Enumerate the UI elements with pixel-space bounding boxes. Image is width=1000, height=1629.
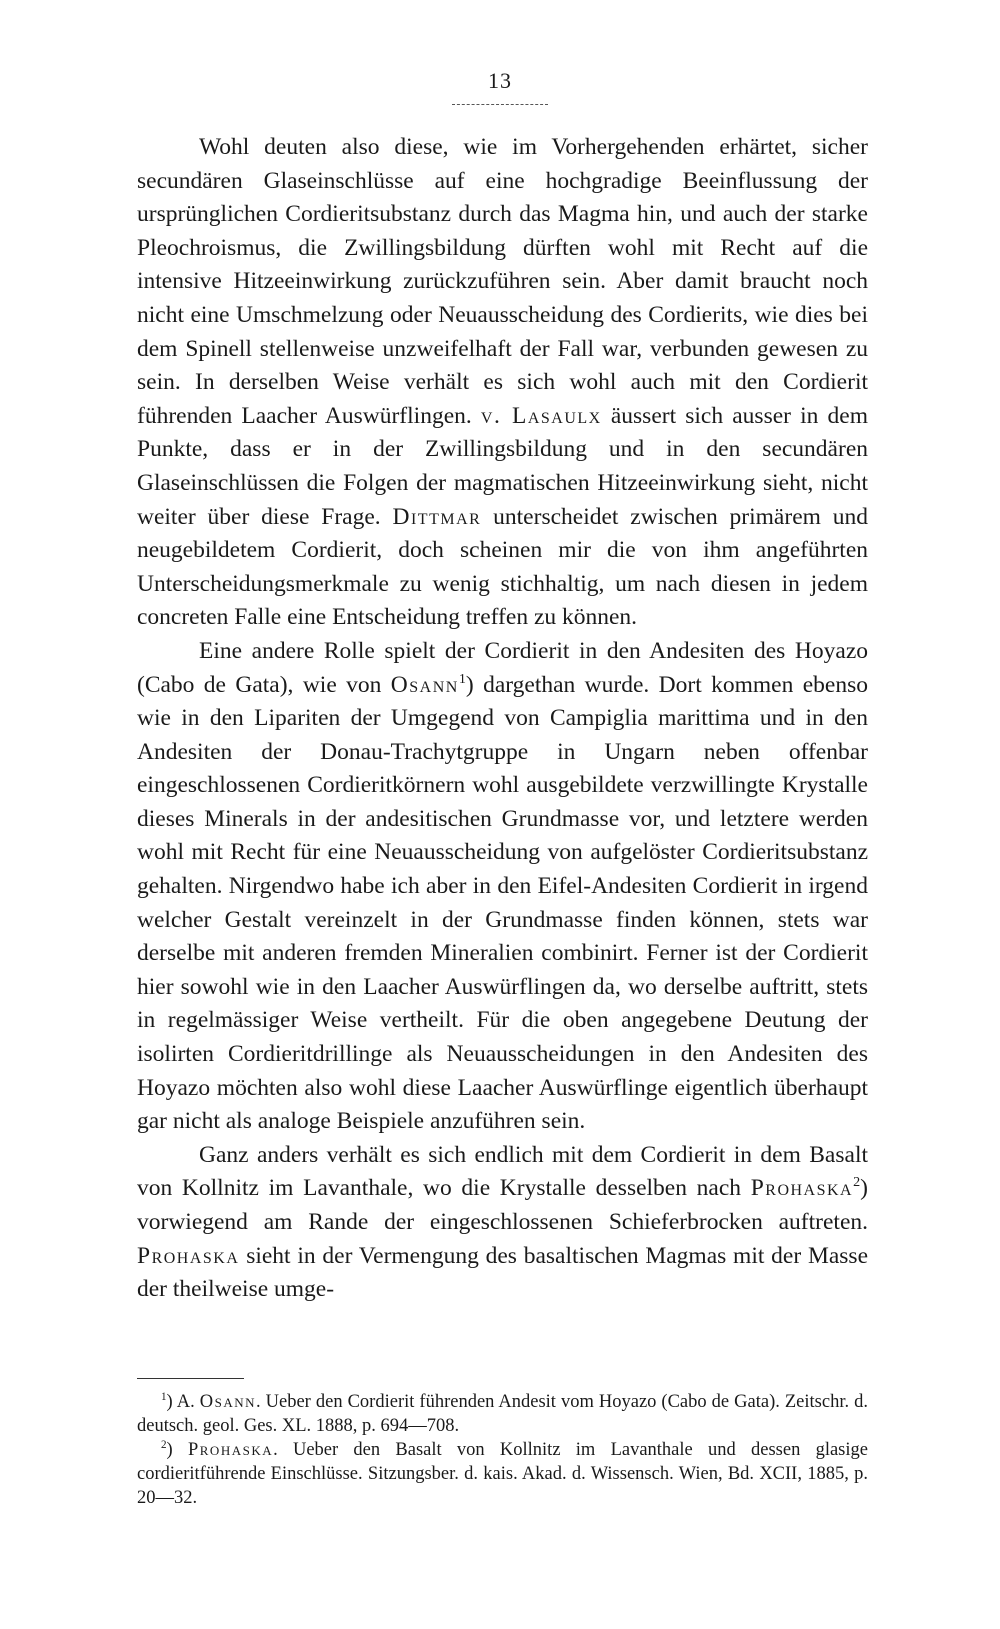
header-rule — [452, 104, 548, 105]
author-name: Osann — [390, 671, 459, 698]
body-text — [137, 131, 868, 1307]
author-name: Prohaska — [137, 1242, 240, 1269]
footnote-reference: 2 — [853, 1174, 861, 1191]
footnote-reference: 1 — [458, 670, 466, 687]
footnote-1: $^1$) A. Osann. Ueber den Cordierit führenden Andesit vom Hoyazo (Cabo de Gata). Zeitschr. d. deutsch. geol. Ges. XL. 1888, p. 694—708. — [137, 1390, 868, 1436]
footnote-2: $^2$) Prohaska. Ueber den Basalt von Kollnitz im Lavanthale und dessen glasige cordieritführende Einschlüsse. Sitzungsber. d. kais. Akad. d. Wissensch. Wien, Bd. XCII, 1885, p. 20—32. — [137, 1438, 868, 1508]
author-name: v. Lasaulx — [480, 402, 602, 429]
paragraph-2: Eine andere Rolle spielt der Cordierit in den Andesiten des Hoyazo (Cabo de Gata), wie von Osann$^1$) dargethan wurde. Dort kommen ebenso wie in den Lipariten der Umgegend von Campiglia marittima und in den Andesiten der Donau-Trachytgruppe in Ungarn neben offenbar eingeschlossenen Cordieritkörnern wohl ausgebildete verzwillingte Krystalle dieses Minerals in der andesitischen Grundmasse vor, und letztere werden wohl mit Recht für eine Neuausscheidung von aufgelöster Cordieritsubstanz gehalten. Nirgendwo habe ich aber in den Eifel-Andesiten Cordierit in irgend welcher Gestalt vereinzelt in der Grundmasse finden können, stets war derselbe mit anderen fremden Mineralien combinirt. Ferner ist der Cordierit hier sowohl wie in den Laacher Auswürflingen da, wo derselbe auftritt, stets in regelmässiger Weise vertheilt. Für die oben angegebene Deutung der isolirten Cordieritdrillinge als Neuausscheidungen in den Andesiten des Hoyazo möchten also wohl diese Laacher Auswürflinge eigentlich überhaupt gar nicht als analoge Beispiele anzuführen sein. — [137, 637, 868, 1135]
footnote-rule — [137, 1378, 244, 1379]
footnotes — [137, 1390, 868, 1510]
paragraph-1: Wohl deuten also diese, wie im Vorhergehenden erhärtet, sicher secundären Glaseinschlüsse auf eine hochgradige Beeinflussung der ursprünglichen Cordieritsubstanz durch das Magma hin, und auch der starke Pleochroismus, die Zwillingsbildung dürften wohl mit Recht auf die intensive Hitzeeinwirkung zurückzuführen sein. Aber damit braucht noch nicht eine Umschmelzung oder Neuausscheidung des Cordierits, wie dies bei dem Spinell stellenweise unzweifelhaft der Fall war, verbunden gewesen zu sein. In derselben Weise verhält es sich wohl auch mit den Cordierit führenden Laacher Auswürflingen. v. Lasaulx äussert sich ausser in dem Punkte, dass er in der Zwillingsbildung und in den secundären Glaseinschlüssen die Folgen der magmatischen Hitzeeinwirkung sieht, nicht weiter über diese Frage. Dittmar unterscheidet zwischen primärem und neugebildetem Cordierit, doch scheinen mir die von ihm angeführten Unterscheidungsmerkmale zu wenig stichhaltig, um nach diesen in jedem concreten Falle eine Entscheidung treffen zu können. — [137, 134, 868, 631]
page-number: 13 — [488, 68, 512, 93]
paragraph-3: Ganz anders verhält es sich endlich mit dem Cordierit in dem Basalt von Kollnitz im Lavanthale, wo die Krystalle desselben nach Prohaska$^2$) vorwiegend am Rande der eingeschlossenen Schieferbrocken auftreten. Prohaska sieht in der Vermengung des basaltischen Magmas mit der Masse der theilweise umge- — [137, 1141, 868, 1303]
author-name: Dittmar — [392, 503, 482, 530]
author-name: Prohaska — [750, 1175, 854, 1202]
